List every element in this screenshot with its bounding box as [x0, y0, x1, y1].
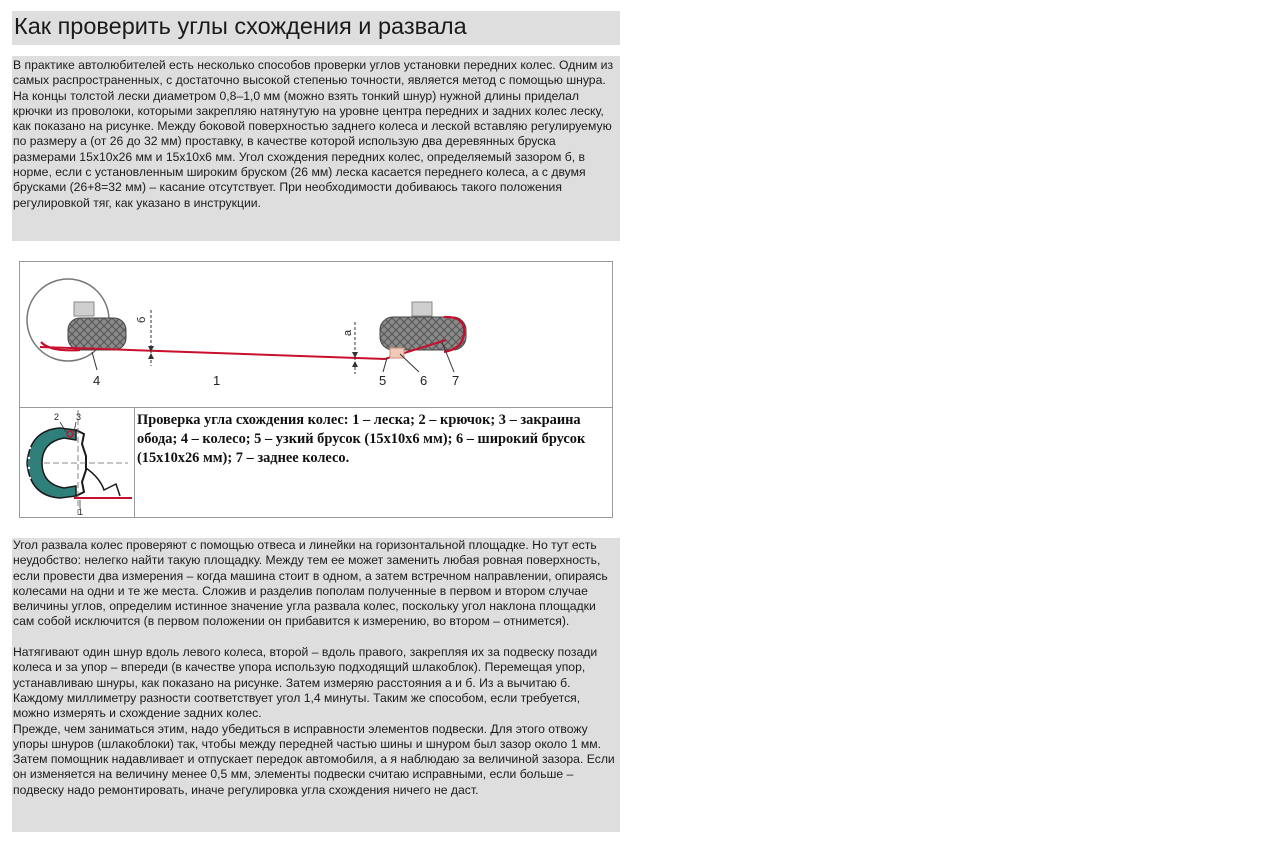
camber-paragraph: Прежде, чем заниматься этим, надо убедиться в исправности элементов подвески. Для этого отвожу упоры шнуров (шлакоблоки) так, чтобы между передней частью шины и шнуром был зазор около 1 мм. Затем помощник надавливает и отпускает передок автомобиля, а я наблюдаю за величиной зазора. Если он изменяется на величину менее 0,5 мм, элементы подвески считаю исправными, если больше – подвеску надо ремонтировать, иначе регулировка угла схождения ничего не даст. [13, 721, 615, 797]
toe-check-figure [19, 261, 613, 518]
camber-paragraph: Натягивают один шнур вдоль левого колеса, второй – вдоль правого, закрепляя их за подвеску позади колеса и за упор – впереди (в качестве упора использую подходящий шлакоблок). Перемещая упор, устанавливаю шнуры, как показано на рисунке. Затем измеряю расстояния а и б. Из а вычитаю б. Каждому миллиметру разности соответствует угол 1,4 минуты. Таким же способом, если требуется, можно измерять и схождение задних колес. [13, 645, 598, 721]
hook-detail-diagram [20, 408, 135, 517]
camber-paragraph: Угол развала колес проверяют с помощью отвеса и линейки на горизонтальной площадке. Но тут есть неудобство: нелегко найти такую площадку. Между тем ее может заменить любая ровная поверхность, если провести два измерения – когда машина стоит в одном, а затем встречном направлении, опираясь колесами на одни и те же места. Сложив и разделив пополам полученные в первом и втором случае величины углов, определим истинное значение угла развала колес, поскольку угол наклона площадки сам собой исключится (в первом положении он прибавится к измерению, во втором – отнимется). [13, 538, 608, 629]
label-6-wide-block: 6 [420, 373, 428, 388]
label-3-rim-flange: 3 [76, 412, 82, 422]
toe-check-diagram [20, 262, 612, 408]
intro-text-block [12, 56, 620, 241]
wheels-and-line-drawing [20, 262, 612, 407]
front-wheel-hub [74, 302, 94, 316]
dimension-label-b: б [136, 316, 148, 323]
tire-section [27, 428, 76, 498]
dimension-label-a: а [342, 329, 354, 336]
label-4-wheel: 4 [93, 373, 101, 388]
figure-caption: Проверка угла схождения колес: 1 – леска; 2 – крючок; 3 – закраина обода; 4 – колесо; 5 – узкий брусок (15x10x6 мм); 6 – широкий брусок (15x10x26 мм); 7 – заднее колесо. [137, 412, 586, 466]
rim-section-drawing [20, 408, 134, 517]
label-2-hook: 2 [54, 412, 60, 422]
camber-text-block [12, 538, 620, 832]
intro-paragraph: На концы толстой лески диаметром 0,8–1,0 мм (можно взять тонкий шнур) нужной длины приделал крючки из проволоки, которыми закрепляю натянутую на уровне центра передних и задних колес леску, как показано на рисунке. Между боковой поверхностью заднего колеса и леской вставляю регулируемую по размеру а (от 26 до 32 мм) проставку, в качестве которой использую два деревянных бруска размерами 15x10x26 мм и 15x10x6 мм. Угол схождения передних колес, определяемый зазором б, в норме, если с установленным широким бруском (26 мм) леска касается переднего колеса, а с двумя брусками (26+8=32 мм) – касание отсутствует. При необходимости добиваюсь такого положения регулировкой тяг, как указано в инструкции. [13, 88, 612, 210]
rear-wheel-hub [412, 302, 432, 316]
rear-wheel-tire [380, 317, 466, 350]
label-7-rear-wheel: 7 [452, 373, 460, 388]
label-1-line-small: 1 [78, 507, 84, 517]
page-title: Как проверить углы схождения и развала [12, 11, 620, 45]
label-5-narrow-block: 5 [379, 373, 387, 388]
label-1-line: 1 [213, 373, 221, 388]
front-wheel-tire [68, 318, 126, 350]
spacer-blocks [390, 348, 404, 358]
intro-paragraph: В практике автолюбителей есть несколько способов проверки углов установки передних колес. Одним из самых распространенных, с достаточно высокой степенью точности, является метод с помощью шнура. [13, 58, 614, 88]
